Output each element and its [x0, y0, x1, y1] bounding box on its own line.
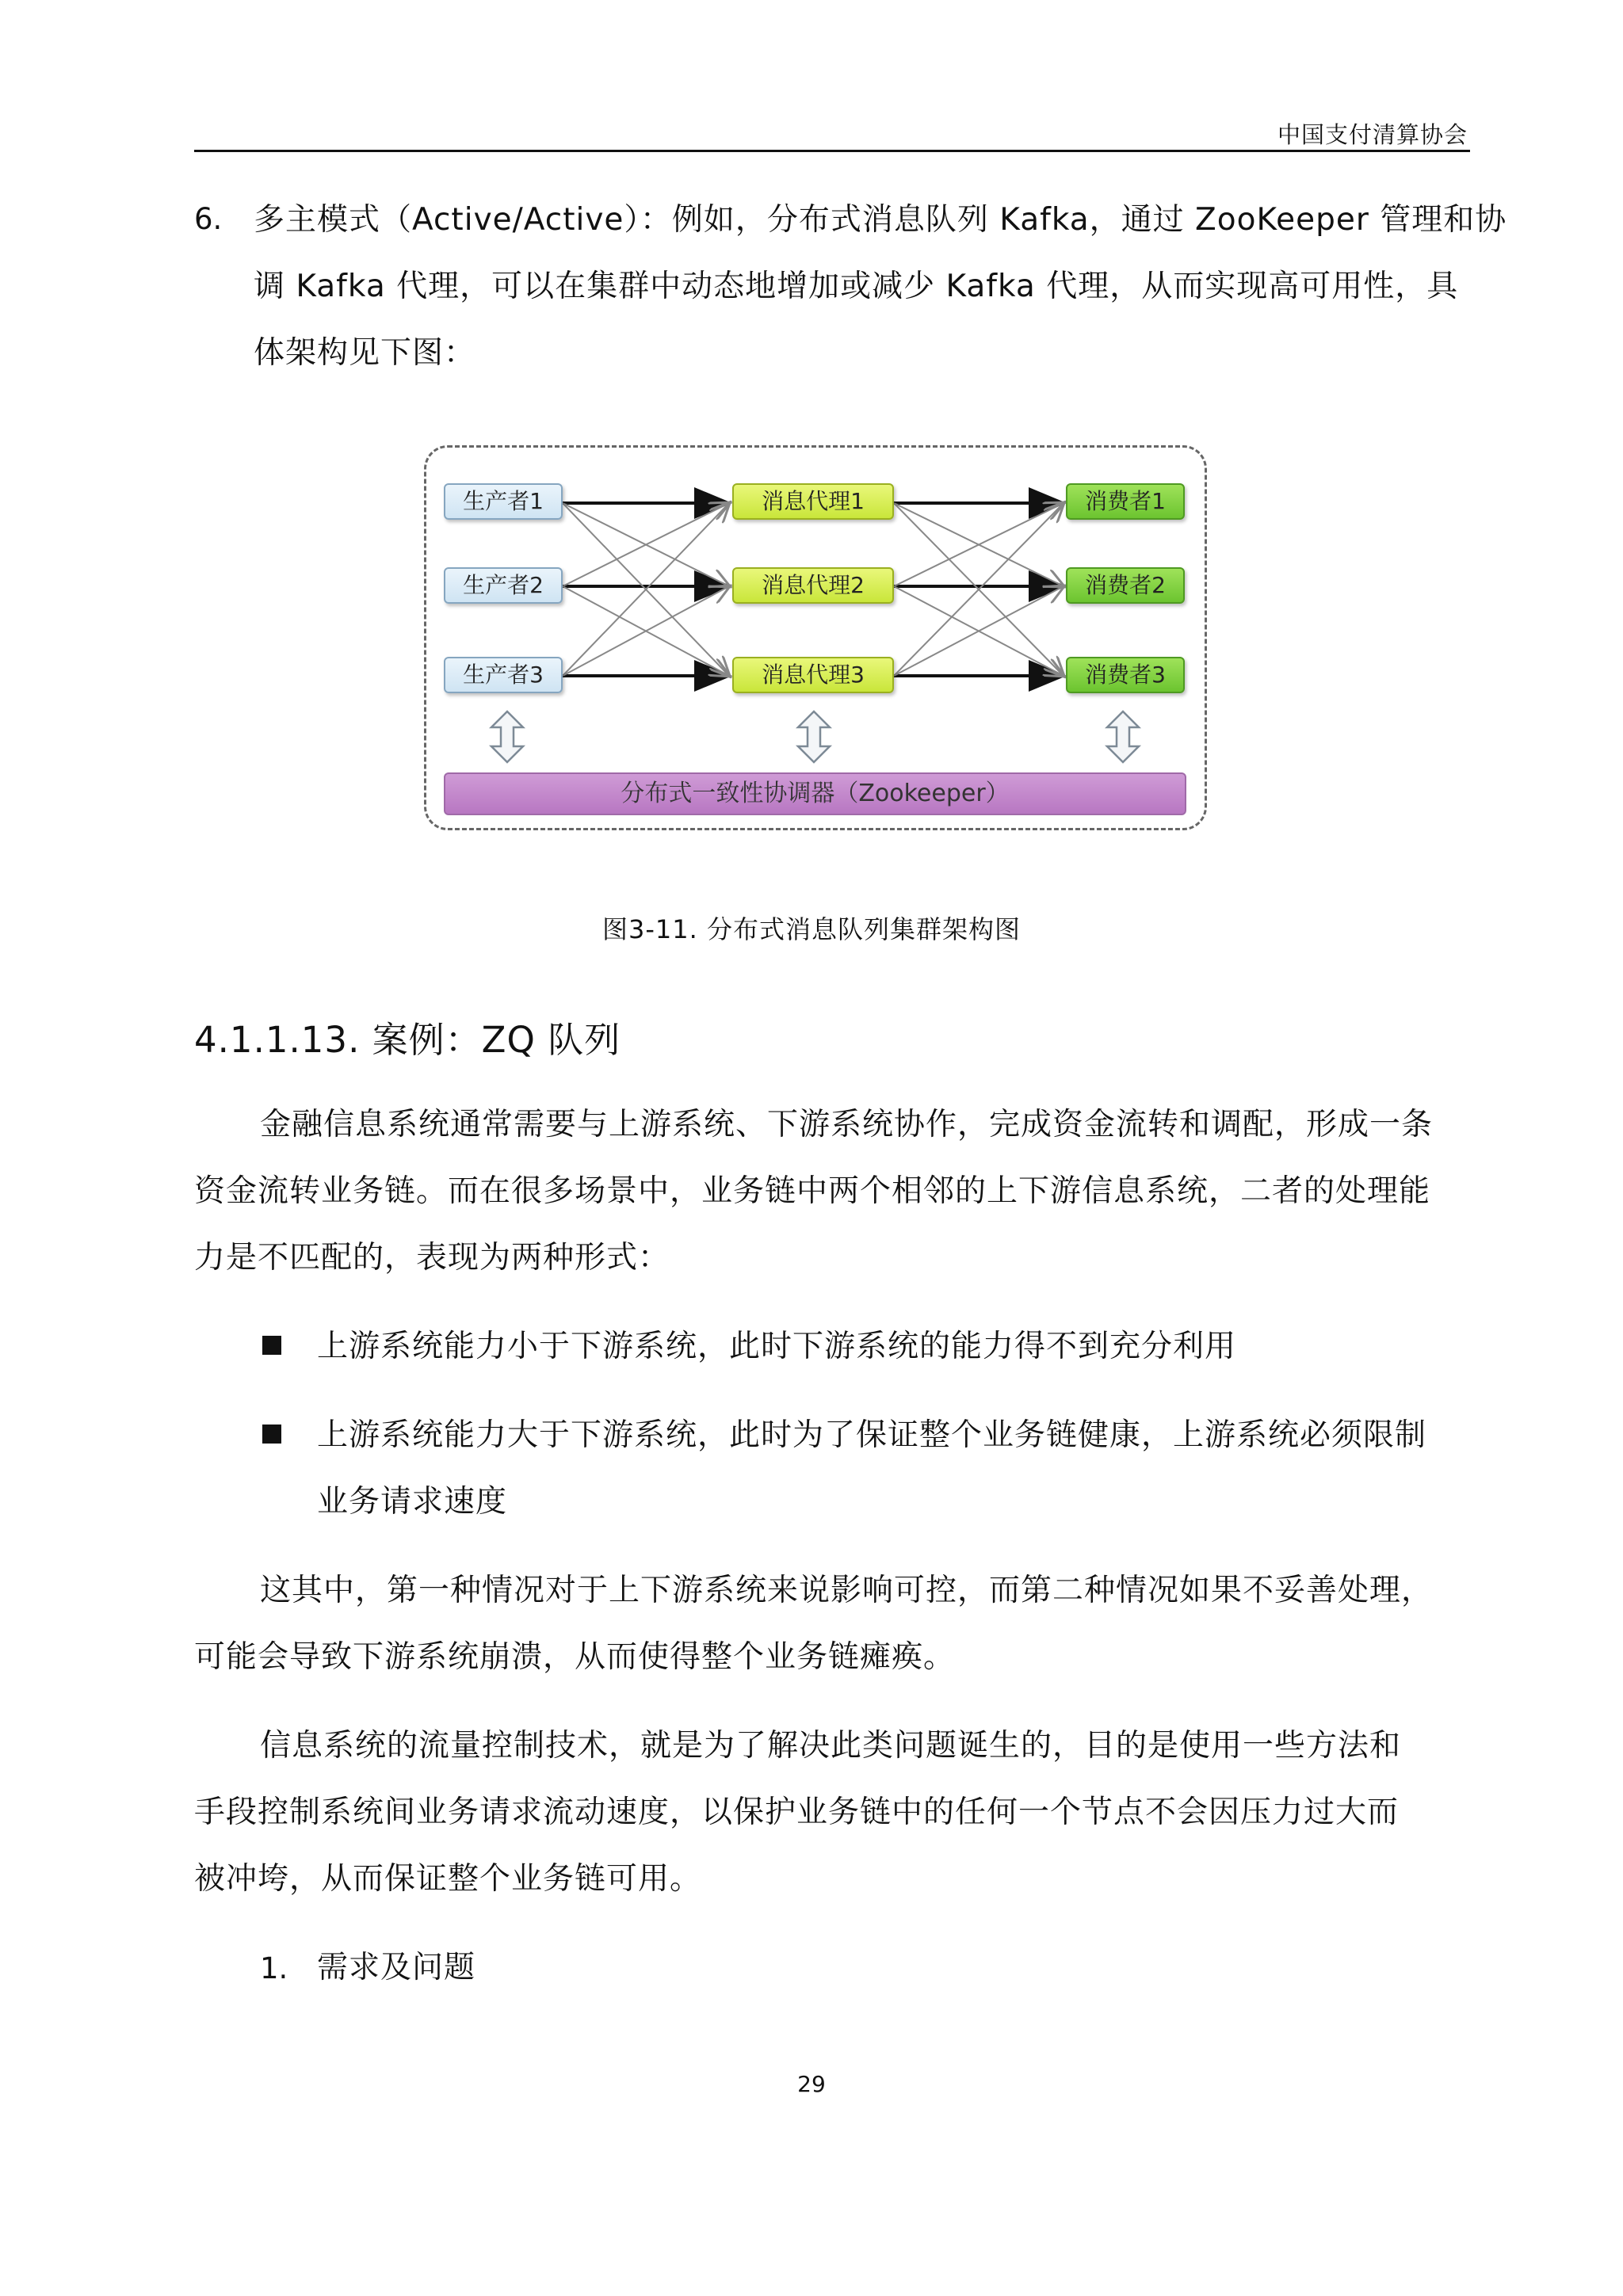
para1-line-2: 资金流转业务链。而在很多场景中，业务链中两个相邻的上下游信息系统，二者的处理能 — [194, 1173, 1431, 1209]
item-6-line-2: 调 Kafka 代理，可以在集群中动态地增加或减少 Kafka 代理，从而实现高可用性，具 — [254, 269, 1459, 304]
item-1-text: 需求及问题 — [317, 1950, 476, 1985]
producer-node-2: 生产者2 — [444, 567, 563, 604]
para3-line-1: 信息系统的流量控制技术，就是为了解决此类问题诞生的，目的是使用一些方法和 — [260, 1728, 1402, 1764]
figure-caption: 图3-11. 分布式消息队列集群架构图 — [602, 914, 1021, 944]
broker-node-2: 消息代理2 — [732, 567, 894, 604]
para2-line-2: 可能会导致下游系统崩溃，从而使得整个业务链瘫痪。 — [194, 1639, 956, 1675]
para2-line-1: 这其中，第一种情况对于上下游系统来说影响可控，而第二种情况如果不妥善处理， — [260, 1573, 1434, 1608]
section-heading: 4.1.1.13. 案例：ZQ 队列 — [194, 1019, 621, 1061]
para3-line-3: 被冲垮，从而保证整个业务链可用。 — [194, 1861, 702, 1897]
consumer-node-2: 消费者2 — [1066, 567, 1185, 604]
broker-node-1: 消息代理1 — [732, 483, 894, 520]
bullet-1-line-1: 上游系统能力小于下游系统，此时下游系统的能力得不到充分利用 — [317, 1329, 1237, 1364]
header-organization: 中国支付清算协会 — [1277, 121, 1468, 148]
item-1-number: 1. — [260, 1951, 288, 1985]
zookeeper-coordinator: 分布式一致性协调器（Zookeeper） — [444, 772, 1186, 815]
item-6-number: 6. — [194, 202, 223, 236]
producer-node-3: 生产者3 — [444, 657, 563, 693]
bullet-2-line-1: 上游系统能力大于下游系统，此时为了保证整个业务链健康，上游系统必须限制 — [317, 1417, 1427, 1453]
double-arrow-icon-consumers — [1107, 711, 1139, 762]
item-6-line-3: 体架构见下图： — [254, 335, 476, 371]
para1-line-1: 金融信息系统通常需要与上游系统、下游系统协作，完成资金流转和调配，形成一条 — [260, 1107, 1434, 1142]
item-6-line-1: 多主模式（Active/Active）：例如，分布式消息队列 Kafka，通过 ZooKeeper 管理和协 — [254, 202, 1507, 238]
producer-node-1: 生产者1 — [444, 483, 563, 520]
double-arrow-icon-brokers — [798, 711, 830, 762]
broker-node-3: 消息代理3 — [732, 657, 894, 693]
double-arrow-icon-producers — [491, 711, 523, 762]
bullet-2-line-2: 业务请求速度 — [317, 1484, 508, 1520]
bullet-square-icon — [262, 1425, 281, 1444]
consumer-node-3: 消费者3 — [1066, 657, 1185, 693]
para1-line-3: 力是不匹配的，表现为两种形式： — [194, 1240, 670, 1276]
consumer-node-1: 消费者1 — [1066, 483, 1185, 520]
bullet-square-icon — [262, 1336, 281, 1355]
para3-line-2: 手段控制系统间业务请求流动速度，以保护业务链中的任何一个节点不会因压力过大而 — [194, 1794, 1400, 1830]
page-number: 29 — [797, 2071, 826, 2097]
